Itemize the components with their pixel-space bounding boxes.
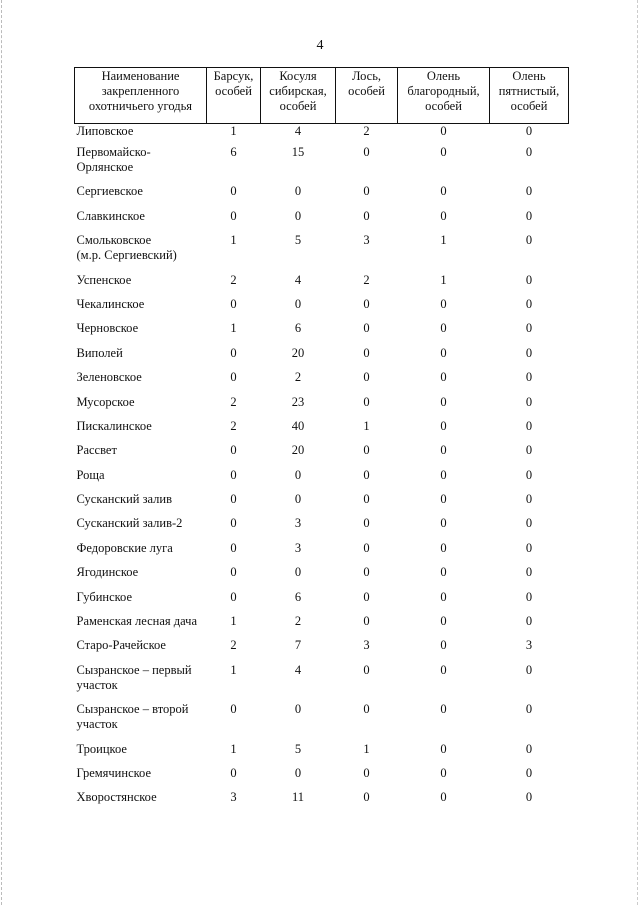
count-cell: 0 (230, 370, 237, 385)
count-cell: 0 (525, 233, 533, 248)
scan-edge-right (637, 0, 639, 905)
count-cell: 0 (525, 321, 533, 336)
count-cell: 0 (230, 208, 237, 223)
hunting-ground-name (75, 419, 207, 443)
count-cell: 3 (363, 233, 370, 248)
count-cell: 0 (525, 467, 533, 482)
table-row (75, 742, 569, 766)
name-line: Старо-Рачейское (76, 638, 166, 653)
header-badger (207, 68, 261, 124)
count-cell: 0 (294, 492, 302, 507)
count-cell: 0 (525, 702, 533, 717)
count-cell: 0 (230, 492, 237, 507)
count-cell: 20 (291, 443, 305, 458)
hunting-ground-name (75, 209, 207, 233)
header-roe-deer (261, 68, 336, 124)
page-number: 4 (316, 38, 324, 53)
count-cell: 23 (291, 394, 305, 409)
name-line: Ягодинское (76, 565, 139, 580)
header-sika-deer (490, 68, 569, 124)
count-cell: 0 (363, 370, 370, 385)
table-row (75, 233, 569, 272)
count-cell: 7 (294, 638, 302, 653)
hunting-ground-name (75, 297, 207, 321)
count-cell: 2 (294, 370, 302, 385)
count-cell: 2 (294, 614, 302, 629)
count-cell: 0 (363, 540, 370, 555)
count-cell: 6 (230, 145, 237, 159)
name-line: Первомайско- (76, 145, 151, 159)
hunting-ground-name (75, 395, 207, 419)
table-row (75, 516, 569, 540)
count-cell: 0 (525, 540, 533, 555)
name-line: Сусканский залив-2 (76, 516, 183, 531)
count-cell: 0 (230, 467, 237, 482)
count-cell: 0 (440, 443, 447, 458)
table-row (75, 419, 569, 443)
name-line: Пискалинское (76, 418, 152, 433)
table-row (75, 297, 569, 321)
table-body (75, 124, 569, 815)
hunting-ground-name (75, 443, 207, 467)
count-cell: 0 (440, 345, 447, 360)
count-cell: 0 (440, 370, 447, 385)
count-cell: 6 (294, 589, 302, 604)
count-cell: 0 (440, 184, 447, 199)
count-cell: 3 (363, 638, 370, 653)
count-cell: 0 (440, 296, 447, 311)
header-elk (336, 68, 398, 124)
count-cell: 4 (294, 124, 302, 138)
count-cell: 5 (294, 741, 302, 756)
hunting-ground-name (75, 145, 207, 184)
table-row (75, 565, 569, 589)
header-line: охотничьего угодья (88, 99, 193, 113)
header-line: особей (279, 99, 317, 113)
name-line: Сусканский залив (76, 492, 172, 507)
count-cell: 2 (363, 272, 370, 287)
header-line: особей (510, 99, 548, 113)
count-cell: 0 (525, 614, 533, 629)
table-row (75, 209, 569, 233)
hunting-ground-name (75, 321, 207, 345)
name-line: Мусорское (76, 394, 135, 409)
count-cell: 0 (525, 492, 533, 507)
count-cell: 0 (525, 345, 533, 360)
count-cell: 0 (363, 492, 370, 507)
count-cell: 0 (363, 565, 370, 580)
count-cell: 2 (230, 638, 237, 653)
count-cell: 1 (230, 233, 237, 248)
table-row (75, 145, 569, 184)
table-row (75, 638, 569, 662)
table-row (75, 541, 569, 565)
count-cell: 0 (294, 467, 302, 482)
count-cell: 0 (525, 145, 533, 159)
count-cell: 0 (525, 516, 533, 531)
count-cell: 0 (294, 296, 302, 311)
hunting-ground-name (75, 742, 207, 766)
count-cell: 0 (294, 565, 302, 580)
name-line: Федоровские луга (76, 540, 173, 555)
count-cell: 0 (363, 516, 370, 531)
table-header-row (75, 68, 569, 124)
hunting-ground-name (75, 638, 207, 662)
count-cell: 0 (363, 145, 370, 159)
name-line: Раменская лесная дача (76, 614, 198, 629)
name-line: Губинское (76, 589, 133, 604)
header-line: Косуля (279, 69, 317, 83)
header-line: Барсук, (213, 69, 254, 83)
count-cell: 0 (525, 272, 533, 287)
count-cell: 0 (294, 208, 302, 223)
header-line: благородный, (407, 84, 480, 98)
table-row (75, 395, 569, 419)
hunting-ground-name (75, 184, 207, 208)
name-line: Сергиевское (76, 184, 143, 199)
name-line: Хворостянское (76, 790, 157, 805)
hunting-ground-name (75, 614, 207, 638)
count-cell: 0 (525, 662, 533, 677)
table-row (75, 663, 569, 702)
count-cell: 3 (294, 540, 302, 555)
name-line: (м.р. Сергиевский) (76, 248, 177, 263)
count-cell: 0 (363, 662, 370, 677)
count-cell: 0 (440, 394, 447, 409)
table-row (75, 614, 569, 638)
count-cell: 0 (525, 765, 533, 780)
count-cell: 1 (440, 233, 447, 248)
count-cell: 0 (525, 296, 533, 311)
count-cell: 0 (440, 418, 447, 433)
count-cell: 0 (230, 184, 237, 199)
count-cell: 0 (294, 702, 302, 717)
hunting-ground-name (75, 663, 207, 702)
count-cell: 0 (525, 418, 533, 433)
count-cell: 0 (363, 790, 370, 805)
table-row (75, 184, 569, 208)
count-cell: 1 (230, 741, 237, 756)
count-cell: 2 (230, 394, 237, 409)
hunting-ground-name (75, 702, 207, 741)
count-cell: 0 (525, 589, 533, 604)
table-row (75, 321, 569, 345)
table-row (75, 766, 569, 790)
table-row (75, 370, 569, 394)
table-row (75, 443, 569, 467)
header-hunting-ground (75, 68, 207, 124)
count-cell: 0 (230, 516, 237, 531)
count-cell: 1 (230, 124, 237, 138)
count-cell: 0 (440, 565, 447, 580)
count-cell: 0 (525, 565, 533, 580)
hunting-ground-name (75, 346, 207, 370)
name-line: Сызранское – первый (76, 662, 192, 677)
count-cell: 0 (294, 184, 302, 199)
header-line: Олень (512, 69, 546, 83)
name-line: участок (76, 717, 118, 732)
count-cell: 0 (294, 765, 302, 780)
name-line: Роща (76, 467, 105, 482)
hunting-ground-name (75, 492, 207, 516)
count-cell: 0 (363, 443, 370, 458)
table-row (75, 492, 569, 516)
count-cell: 0 (440, 741, 447, 756)
count-cell: 0 (363, 702, 370, 717)
count-cell: 0 (230, 565, 237, 580)
count-cell: 4 (294, 272, 302, 287)
name-line: Славкинское (76, 208, 145, 223)
count-cell: 11 (291, 790, 305, 805)
count-cell: 0 (363, 345, 370, 360)
hunting-ground-name (75, 590, 207, 614)
count-cell: 0 (525, 443, 533, 458)
count-cell: 0 (363, 614, 370, 629)
count-cell: 0 (525, 741, 533, 756)
count-cell: 0 (230, 296, 237, 311)
count-cell: 0 (440, 790, 447, 805)
count-cell: 1 (230, 321, 237, 336)
count-cell: 1 (230, 614, 237, 629)
count-cell: 2 (230, 272, 237, 287)
hunting-ground-name (75, 516, 207, 540)
count-cell: 0 (525, 394, 533, 409)
name-line: Зеленовское (76, 370, 142, 385)
count-cell: 0 (440, 124, 447, 138)
hunting-ground-name (75, 124, 207, 146)
header-line: Наименование (101, 69, 180, 83)
header-line: особей (215, 84, 252, 98)
count-cell: 2 (363, 124, 370, 138)
count-cell: 0 (363, 208, 370, 223)
header-line: сибирская, (269, 84, 327, 98)
hunting-ground-name (75, 790, 207, 814)
count-cell: 0 (440, 765, 447, 780)
count-cell: 0 (440, 662, 447, 677)
count-cell: 20 (291, 345, 305, 360)
table-row (75, 590, 569, 614)
count-cell: 0 (440, 321, 447, 336)
count-cell: 0 (230, 443, 237, 458)
count-cell: 0 (363, 589, 370, 604)
count-cell: 1 (363, 418, 370, 433)
count-cell: 0 (440, 516, 447, 531)
table-row (75, 273, 569, 297)
table-row (75, 702, 569, 741)
count-cell: 3 (294, 516, 302, 531)
count-cell: 0 (230, 765, 237, 780)
hunting-ground-name (75, 233, 207, 272)
name-line: Липовское (76, 124, 134, 138)
count-cell: 0 (363, 184, 370, 199)
count-cell: 0 (363, 321, 370, 336)
count-cell: 0 (230, 345, 237, 360)
count-cell: 0 (363, 467, 370, 482)
table-row (75, 346, 569, 370)
count-cell: 0 (440, 208, 447, 223)
count-cell: 0 (525, 184, 533, 199)
count-cell: 0 (440, 540, 447, 555)
name-line: Рассвет (76, 443, 117, 458)
count-cell: 0 (440, 589, 447, 604)
table-row (75, 790, 569, 814)
count-cell: 3 (230, 790, 237, 805)
header-red-deer (398, 68, 490, 124)
table-row (75, 468, 569, 492)
count-cell: 2 (230, 418, 237, 433)
header-line: пятнистый, (498, 84, 560, 98)
count-cell: 0 (525, 370, 533, 385)
count-cell: 0 (440, 467, 447, 482)
name-line: Успенское (76, 272, 132, 287)
header-line: Лось, (351, 69, 382, 83)
count-cell: 15 (291, 145, 305, 159)
count-cell: 5 (294, 233, 302, 248)
name-line: Смольковское (76, 233, 152, 248)
hunting-ground-name (75, 468, 207, 492)
name-line: Гремячинское (76, 765, 151, 780)
count-cell: 0 (525, 790, 533, 805)
header-line: Олень (426, 69, 461, 83)
header-line: закрепленного (101, 84, 180, 98)
hunting-grounds-table (74, 67, 569, 815)
count-cell: 0 (440, 638, 447, 653)
hunting-ground-name (75, 766, 207, 790)
count-cell: 0 (230, 589, 237, 604)
count-cell: 0 (440, 702, 447, 717)
count-cell: 3 (525, 638, 533, 653)
scan-edge-left (1, 0, 3, 905)
name-line: участок (76, 677, 118, 692)
hunting-ground-name (75, 273, 207, 297)
hunting-ground-name (75, 370, 207, 394)
header-line: особей (348, 84, 385, 98)
count-cell: 0 (363, 296, 370, 311)
count-cell: 0 (440, 145, 447, 159)
name-line: Сызранское – второй (76, 702, 189, 717)
table-row (75, 124, 569, 146)
hunting-ground-name (75, 565, 207, 589)
name-line: Троицкое (76, 741, 127, 756)
count-cell: 40 (291, 418, 305, 433)
hunting-ground-name (75, 541, 207, 565)
count-cell: 0 (363, 394, 370, 409)
count-cell: 0 (230, 702, 237, 717)
count-cell: 0 (525, 124, 533, 138)
count-cell: 4 (294, 662, 302, 677)
name-line: Чекалинское (76, 296, 145, 311)
count-cell: 1 (363, 741, 370, 756)
count-cell: 1 (230, 662, 237, 677)
header-line: особей (425, 99, 462, 113)
name-line: Черновское (76, 321, 139, 336)
count-cell: 1 (440, 272, 447, 287)
name-line: Виполей (76, 345, 123, 360)
count-cell: 0 (525, 208, 533, 223)
count-cell: 0 (363, 765, 370, 780)
count-cell: 0 (230, 540, 237, 555)
count-cell: 0 (440, 492, 447, 507)
count-cell: 6 (294, 321, 302, 336)
name-line: Орлянское (76, 160, 134, 174)
count-cell: 0 (440, 614, 447, 629)
